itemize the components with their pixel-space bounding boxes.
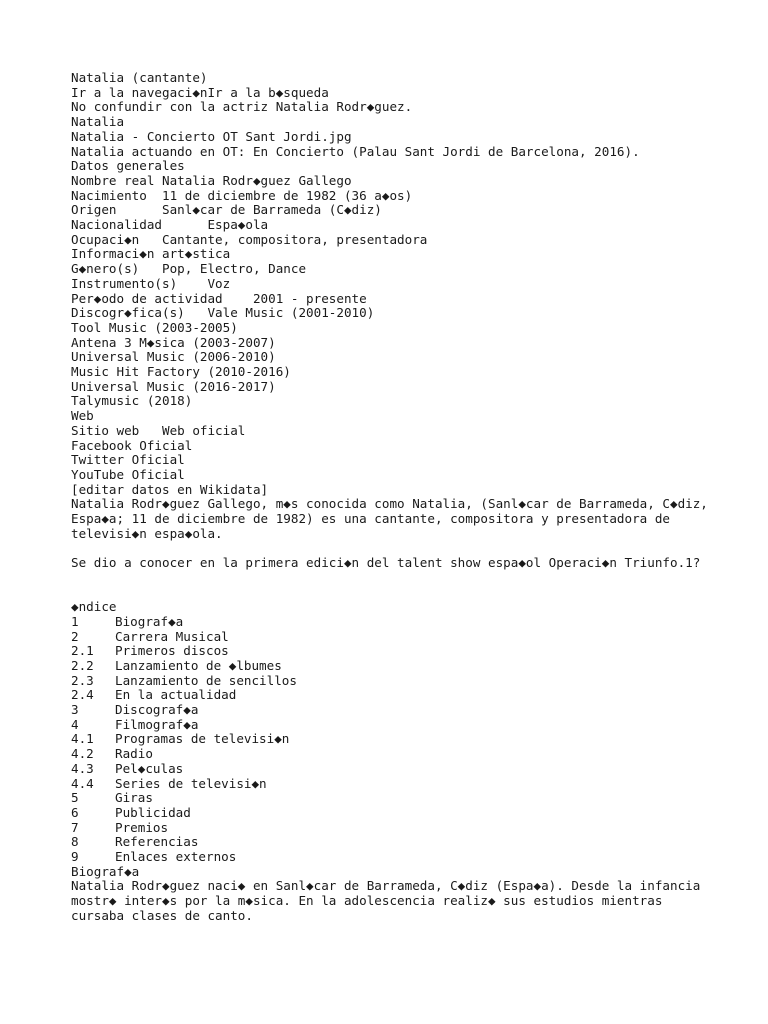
toc-entry-number: 4.1 [71, 731, 94, 747]
toc-entry-label: Publicidad [115, 804, 191, 820]
infobox-real-name: Nombre real Natalia Rodr◆guez Gallego [71, 172, 352, 188]
toc-entry-label: Carrera Musical [115, 628, 229, 644]
section-heading-biografia: Biograf◆a [71, 863, 140, 879]
infobox-section-web: Web [71, 408, 94, 424]
header-block [71, 71, 711, 497]
toc-entry-label: Primeros discos [115, 643, 229, 659]
infobox-label: Universal Music (2016-2017) [71, 378, 276, 394]
document-page [71, 70, 716, 923]
spacer [71, 571, 711, 586]
toc-entry-number: 6 [71, 804, 79, 820]
toc-entry-label: Referencias [115, 834, 199, 850]
toc-entry-label: Biograf◆a [115, 613, 184, 629]
infobox-label: Antena 3 M◆sica (2003-2007) [71, 334, 276, 350]
infobox-name: Natalia [71, 114, 125, 130]
toc-entry-number: 4.2 [71, 746, 94, 762]
infobox-label: Talymusic (2018) [71, 393, 193, 409]
toc-entry [71, 659, 711, 674]
toc-entry-label: Discograf◆a [115, 702, 199, 718]
toc-entry [71, 806, 711, 821]
intro-paragraph: Natalia Rodr◆guez Gallego, m◆s conocida como Natalia, (Sanl◆car de Barrameda, C◆diz, Espa◆a; 11 de diciembre de 1982) es una cantante, compositora y presentadora de televisi◆n espa◆ola. [71, 496, 716, 541]
infobox-section-artistic: Informaci◆n art◆stica [71, 246, 231, 262]
toc-entry-label: Enlaces externos [115, 848, 237, 864]
article-title: Natalia (cantante) [71, 70, 208, 85]
spacer [71, 586, 711, 601]
infobox-youtube: YouTube Oficial [71, 466, 185, 482]
infobox-active-period: Per◆odo de actividad 2001 - presente [71, 290, 367, 306]
infobox-website: Sitio web Web oficial [71, 422, 246, 438]
toc-entry [71, 791, 711, 806]
infobox-nationality: Nacionalidad Espa◆ola [71, 217, 269, 233]
spacer [71, 542, 711, 557]
infobox-image-caption: Natalia actuando en OT: En Concierto (Palau Sant Jordi de Barcelona, 2016). [71, 143, 640, 159]
biography-paragraph: Natalia Rodr◆guez naci◆ en Sanl◆car de Barrameda, C◆diz (Espa◆a). Desde la infancia mostr◆ inter◆s por la m◆sica. En la adolescencia realiz◆ sus estudios mientras cursaba clases de canto. [71, 878, 708, 923]
toc-entry-number: 4.3 [71, 760, 94, 776]
toc-entry-number: 4 [71, 716, 79, 732]
toc-entry-number: 2.3 [71, 672, 94, 688]
skip-navigation-links: Ir a la navegaci◆nIr a la b◆squeda [71, 84, 329, 100]
toc-entry [71, 718, 711, 733]
toc-entry [71, 674, 711, 689]
toc-entry-label: Premios [115, 819, 169, 835]
toc-entry [71, 732, 711, 747]
infobox-occupation: Ocupaci◆n Cantante, compositora, presentadora [71, 231, 428, 247]
toc-entry-label: Filmograf◆a [115, 716, 199, 732]
infobox-instruments: Instrumento(s) Voz [71, 275, 231, 291]
toc-entry-label: En la actualidad [115, 687, 237, 703]
infobox-section-general: Datos generales [71, 158, 185, 174]
infobox-genres: G◆nero(s) Pop, Electro, Dance [71, 261, 307, 277]
toc-entry [71, 747, 711, 762]
toc-entry-label: Giras [115, 790, 153, 806]
toc-entry-number: 1 [71, 613, 79, 629]
toc-entry-number: 8 [71, 834, 79, 850]
toc-entry [71, 644, 711, 659]
infobox-label: Discogr◆fica(s) Vale Music (2001-2010) [71, 305, 375, 321]
toc-entry-number: 2.4 [71, 687, 94, 703]
toc-entry [71, 762, 711, 777]
infobox-origin: Origen Sanl◆car de Barrameda (C◆diz) [71, 202, 382, 218]
toc-entry [71, 703, 711, 718]
edit-wikidata-note: [editar datos en Wikidata] [71, 481, 269, 497]
toc-entry-label: Lanzamiento de ◆lbumes [115, 658, 282, 674]
toc-entry-number: 9 [71, 848, 79, 864]
toc-entry [71, 821, 711, 836]
toc-entry-number: 5 [71, 790, 79, 806]
toc-entry [71, 688, 711, 703]
toc-list [71, 615, 711, 865]
toc-entry-number: 3 [71, 702, 79, 718]
toc-entry-label: Programas de televisi◆n [115, 731, 290, 747]
toc-entry [71, 777, 711, 792]
infobox-birth: Nacimiento 11 de diciembre de 1982 (36 a◆os) [71, 187, 413, 203]
toc-entry-number: 7 [71, 819, 79, 835]
infobox-image-filename: Natalia - Concierto OT Sant Jordi.jpg [71, 128, 352, 144]
toc-entry-label: Series de televisi◆n [115, 775, 267, 791]
toc-entry [71, 850, 711, 865]
toc-entry [71, 615, 711, 630]
toc-entry [71, 835, 711, 850]
disambiguation-note: No confundir con la actriz Natalia Rodr◆guez. [71, 99, 413, 115]
table-of-contents [71, 600, 711, 864]
infobox-twitter: Twitter Oficial [71, 452, 185, 468]
toc-entry [71, 630, 711, 645]
toc-entry-number: 2.2 [71, 658, 94, 674]
toc-title: ◆ndice [71, 599, 117, 615]
toc-entry-number: 2.1 [71, 643, 94, 659]
toc-entry-label: Lanzamiento de sencillos [115, 672, 297, 688]
infobox-facebook: Facebook Oficial [71, 437, 193, 453]
toc-entry-label: Pel◆culas [115, 760, 184, 776]
infobox-label: Music Hit Factory (2010-2016) [71, 364, 291, 380]
infobox-label: Tool Music (2003-2005) [71, 319, 238, 335]
toc-entry-number: 4.4 [71, 775, 94, 791]
toc-entry-label: Radio [115, 746, 153, 762]
toc-entry-number: 2 [71, 628, 79, 644]
infobox-label: Universal Music (2006-2010) [71, 349, 276, 365]
debut-sentence: Se dio a conocer en la primera edici◆n del talent show espa◆ol Operaci◆n Triunfo.1? [71, 555, 701, 571]
